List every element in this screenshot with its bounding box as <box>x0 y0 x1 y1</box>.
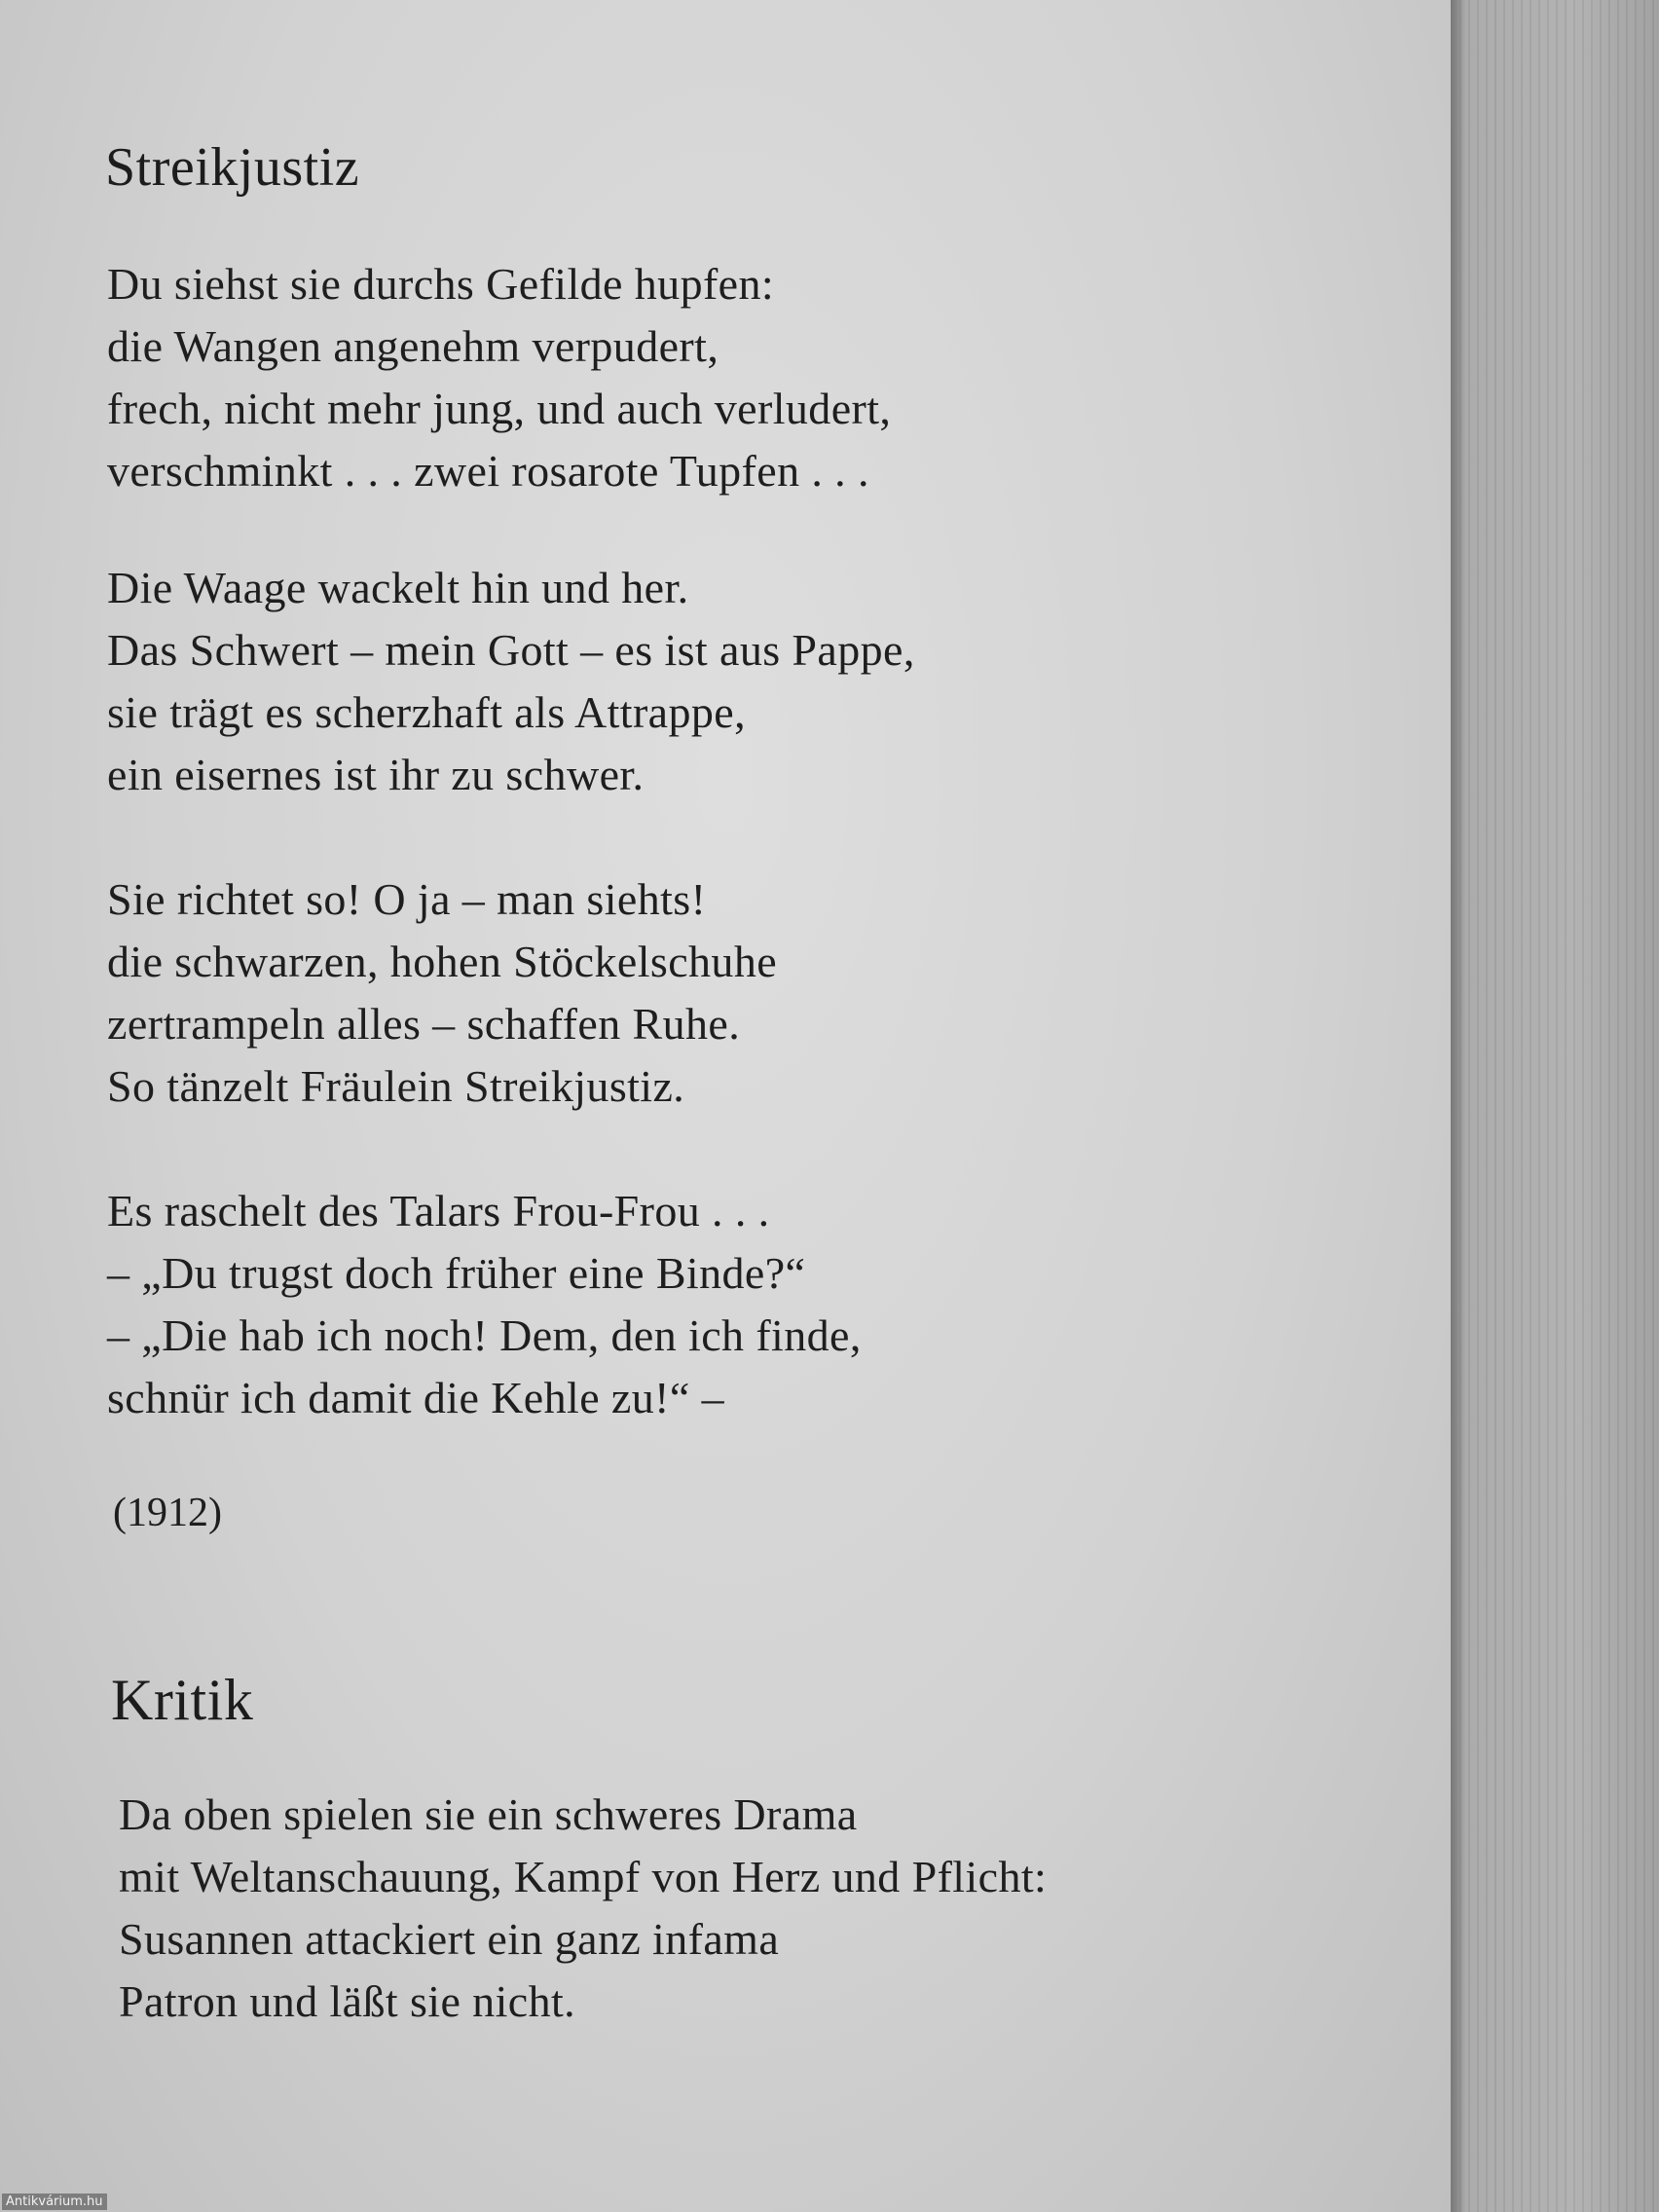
poem-line: Patron und läßt sie nicht. <box>119 1976 576 2026</box>
poem-line: Sie richtet so! O ja – man siehts! <box>107 874 707 924</box>
poem-title-streikjustiz: Streikjustiz <box>105 137 360 198</box>
poem-line: mit Weltanschauung, Kampf von Herz und Pflicht: <box>119 1852 1048 1901</box>
watermark: Antikvárium.hu <box>2 2194 107 2210</box>
poem-year: (1912) <box>113 1491 222 1535</box>
poem-line: ein eisernes ist ihr zu schwer. <box>107 750 645 799</box>
poem-line: frech, nicht mehr jung, und auch verludert, <box>107 384 892 433</box>
poem-title-kritik: Kritik <box>111 1668 254 1732</box>
poem-line: – „Die hab ich noch! Dem, den ich finde, <box>107 1310 862 1360</box>
poem-line: schnür ich damit die Kehle zu!“ – <box>107 1373 724 1422</box>
poem-line: Da oben spielen sie ein schweres Drama <box>119 1789 858 1839</box>
poem1-stanza-3 <box>107 868 777 1118</box>
poem-line: Es raschelt des Talars Frou-Frou . . . <box>107 1186 770 1235</box>
poem-line: die schwarzen, hohen Stöckelschuhe <box>107 937 778 986</box>
poem2-stanza-1 <box>119 1784 1047 2033</box>
poem-line: verschminkt . . . zwei rosarote Tupfen . . . <box>107 446 869 496</box>
poem1-stanza-1 <box>107 253 891 502</box>
poem1-stanza-4 <box>107 1180 862 1429</box>
poem-line: So tänzelt Fräulein Streikjustiz. <box>107 1061 685 1111</box>
poem1-stanza-2 <box>107 557 915 806</box>
poem-line: Das Schwert – mein Gott – es ist aus Pappe, <box>107 625 915 675</box>
poem-line: sie trägt es scherzhaft als Attrappe, <box>107 687 746 737</box>
adjacent-page-edge <box>1451 0 1659 2212</box>
poem-line: Susannen attackiert ein ganz infama <box>119 1914 780 1964</box>
poem-line: die Wangen angenehm verpudert, <box>107 321 719 371</box>
poem-line: Du siehst sie durchs Gefilde hupfen: <box>107 259 775 309</box>
poem-line: zertrampeln alles – schaffen Ruhe. <box>107 999 741 1049</box>
poem-line: – „Du trugst doch früher eine Binde?“ <box>107 1248 806 1298</box>
poem-line: Die Waage wackelt hin und her. <box>107 563 689 612</box>
